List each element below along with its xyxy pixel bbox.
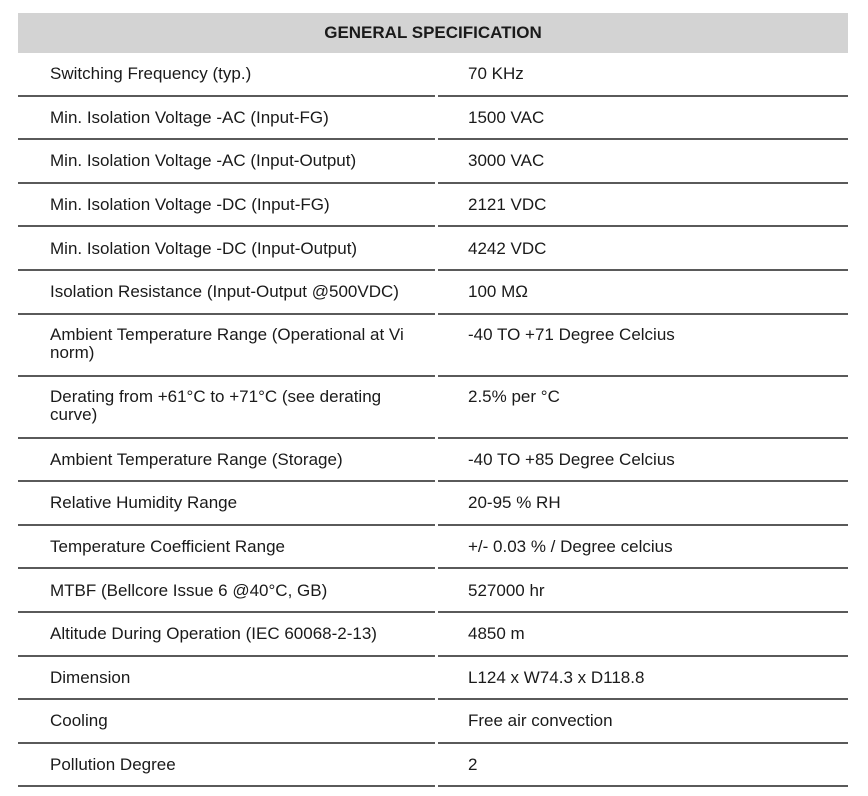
row-label: Isolation Resistance (Input-Output @500VDC) xyxy=(50,282,399,302)
table-row xyxy=(18,569,848,613)
row-value: 4850 m xyxy=(468,624,525,644)
row-label: Derating from +61°C to +71°C (see derating curve) xyxy=(50,386,382,424)
row-label: Relative Humidity Range xyxy=(50,493,238,513)
table-row xyxy=(18,526,848,570)
table-row xyxy=(18,657,848,701)
table-row xyxy=(18,140,848,184)
row-value: 100 MΩ xyxy=(468,282,528,302)
table-header: GENERAL SPECIFICATION xyxy=(18,13,848,53)
row-value: L124 x W74.3 x D118.8 xyxy=(468,667,645,687)
row-label: Ambient Temperature Range (Storage) xyxy=(50,449,343,469)
table-row xyxy=(18,53,848,97)
table-row xyxy=(18,184,848,228)
row-label: Min. Isolation Voltage -AC (Input-FG) xyxy=(50,107,329,127)
row-label: Dimension xyxy=(50,667,131,687)
row-label: Ambient Temperature Range (Operational at Vi norm) xyxy=(50,324,404,362)
row-label: Min. Isolation Voltage -DC (Input-Output) xyxy=(50,238,358,258)
row-label: Pollution Degree xyxy=(50,755,176,775)
row-value: 527000 hr xyxy=(468,580,545,600)
column-rule-gap xyxy=(435,785,438,787)
row-value: +/- 0.03 % / Degree celcius xyxy=(468,537,673,557)
table-row xyxy=(18,97,848,141)
row-value: 4242 VDC xyxy=(468,238,547,258)
table-row xyxy=(18,271,848,315)
row-value: 2121 VDC xyxy=(468,195,547,215)
table-row xyxy=(18,439,848,483)
row-value: -40 TO +71 Degree Celcius xyxy=(468,324,675,344)
table-row xyxy=(18,700,848,744)
table-row xyxy=(18,377,848,439)
row-value: 1500 VAC xyxy=(468,107,545,127)
row-value: 20-95 % RH xyxy=(468,493,561,513)
row-value: Free air convection xyxy=(468,711,613,731)
row-value: 2 xyxy=(468,755,478,775)
table-row xyxy=(18,613,848,657)
row-label: Min. Isolation Voltage -DC (Input-FG) xyxy=(50,195,330,215)
row-label: Cooling xyxy=(50,711,108,731)
row-label: Altitude During Operation (IEC 60068-2-13) xyxy=(50,624,377,644)
table-row xyxy=(18,227,848,271)
row-label: MTBF (Bellcore Issue 6 @40°C, GB) xyxy=(50,580,328,600)
general-specification-table xyxy=(18,13,848,787)
table-row xyxy=(18,744,848,788)
row-value: 2.5% per °C xyxy=(468,386,560,406)
table-row xyxy=(18,315,848,377)
row-label: Switching Frequency (typ.) xyxy=(50,64,252,84)
row-value: -40 TO +85 Degree Celcius xyxy=(468,449,675,469)
row-label: Min. Isolation Voltage -AC (Input-Output) xyxy=(50,151,357,171)
row-value: 70 KHz xyxy=(468,64,524,84)
row-value: 3000 VAC xyxy=(468,151,545,171)
row-label: Temperature Coefficient Range xyxy=(50,537,285,557)
table-row xyxy=(18,482,848,526)
